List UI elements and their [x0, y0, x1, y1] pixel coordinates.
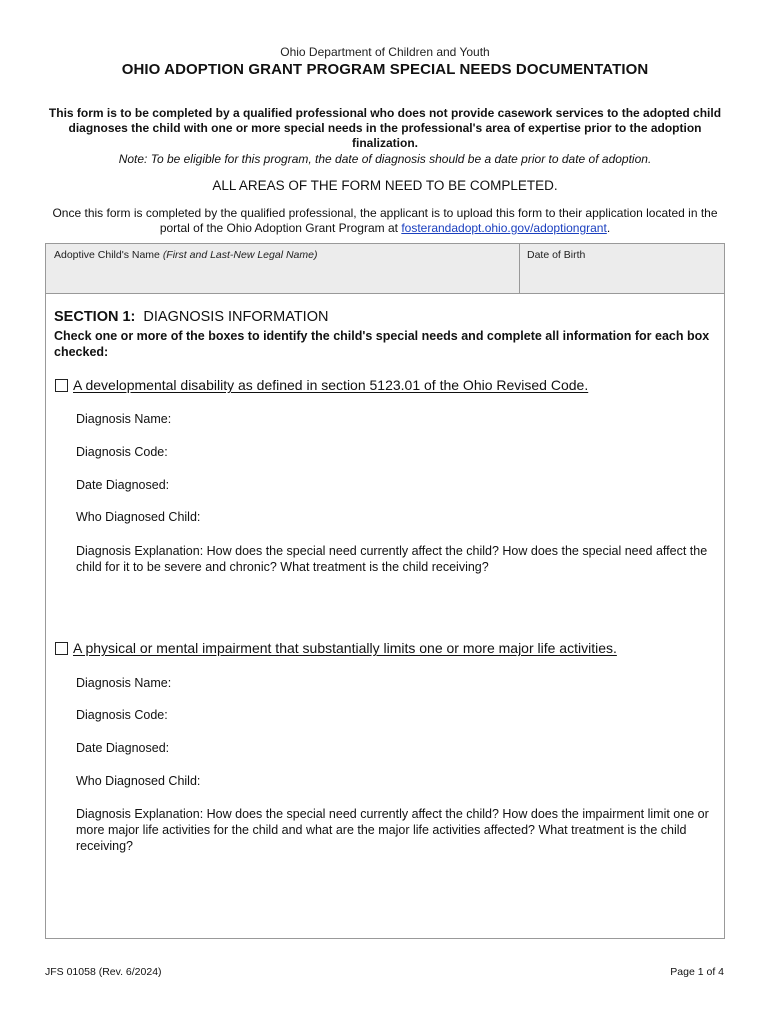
- physical-mental-impairment-title: A physical or mental impairment that substantially limits one or more major life activities.: [73, 640, 617, 656]
- upload-text: Once this form is completed by the qualified professional, the applicant is to upload this form to their application located in the portal of the Ohio Adoption Grant Program at: [52, 206, 718, 235]
- physical-mental-impairment-checkbox[interactable]: [55, 642, 68, 655]
- diagnosis-explanation-field-1[interactable]: Diagnosis Explanation: How does the special need currently affect the child? How does the special need affect the child for it to be severe and chronic? What treatment is the child receiving?: [76, 544, 708, 574]
- developmental-disability-checkbox[interactable]: [55, 379, 68, 392]
- form-number: JFS 01058 (Rev. 6/2024): [45, 966, 162, 978]
- section-1-number: SECTION 1:: [54, 309, 136, 325]
- department-name: Ohio Department of Children and Youth: [280, 45, 490, 59]
- date-diagnosed-field-1[interactable]: Date Diagnosed:: [76, 478, 170, 492]
- child-info-row: [45, 243, 725, 294]
- section-1-heading: [54, 309, 328, 325]
- adoption-grant-link[interactable]: fosterandadopt.ohio.gov/adoptiongrant: [401, 221, 607, 235]
- child-name-label: [54, 249, 317, 261]
- diagnosis-code-field-1[interactable]: Diagnosis Code:: [76, 445, 168, 459]
- intro-text: This form is to be completed by a qualified professional who does not provide casework services to the adopted child diagnoses the child with one or more special needs in the professional's area of expertise prior to the adoption finalization.: [48, 106, 722, 150]
- section-1-instructions: Check one or more of the boxes to identify the child's special needs and complete all information for each box checked:: [54, 329, 710, 359]
- upload-instructions: [40, 206, 730, 236]
- form-title: OHIO ADOPTION GRANT PROGRAM SPECIAL NEEDS DOCUMENTATION: [121, 61, 649, 78]
- all-areas-notice: ALL AREAS OF THE FORM NEED TO BE COMPLETED.: [212, 178, 558, 193]
- diagnosis-code-field-2[interactable]: Diagnosis Code:: [76, 708, 168, 722]
- diagnosis-explanation-field-2[interactable]: Diagnosis Explanation: How does the special need currently affect the child? How does the impairment limit one or more major life activities for the child and what are the major life activities affected? What treatment is the child receiving?: [76, 807, 709, 853]
- date-of-birth-label: Date of Birth: [527, 249, 586, 261]
- child-name-hint: (First and Last-New Legal Name): [162, 249, 318, 261]
- child-name-label-text: Adoptive Child's Name: [54, 249, 160, 261]
- date-of-birth-field[interactable]: [519, 244, 724, 293]
- eligibility-note: Note: To be eligible for this program, the date of diagnosis should be a date prior to date of adoption.: [118, 152, 652, 166]
- who-diagnosed-field-2[interactable]: Who Diagnosed Child:: [76, 774, 201, 788]
- developmental-disability-title: A developmental disability as defined in section 5123.01 of the Ohio Revised Code.: [73, 377, 589, 393]
- section-1-title: DIAGNOSIS INFORMATION: [135, 309, 329, 325]
- child-name-field[interactable]: [46, 244, 520, 293]
- who-diagnosed-field-1[interactable]: Who Diagnosed Child:: [76, 510, 201, 524]
- page-number: Page 1 of 4: [670, 966, 724, 978]
- diagnosis-name-field-1[interactable]: Diagnosis Name:: [76, 412, 172, 426]
- upload-text-end: .: [606, 221, 611, 235]
- date-diagnosed-field-2[interactable]: Date Diagnosed:: [76, 741, 170, 755]
- diagnosis-name-field-2[interactable]: Diagnosis Name:: [76, 676, 172, 690]
